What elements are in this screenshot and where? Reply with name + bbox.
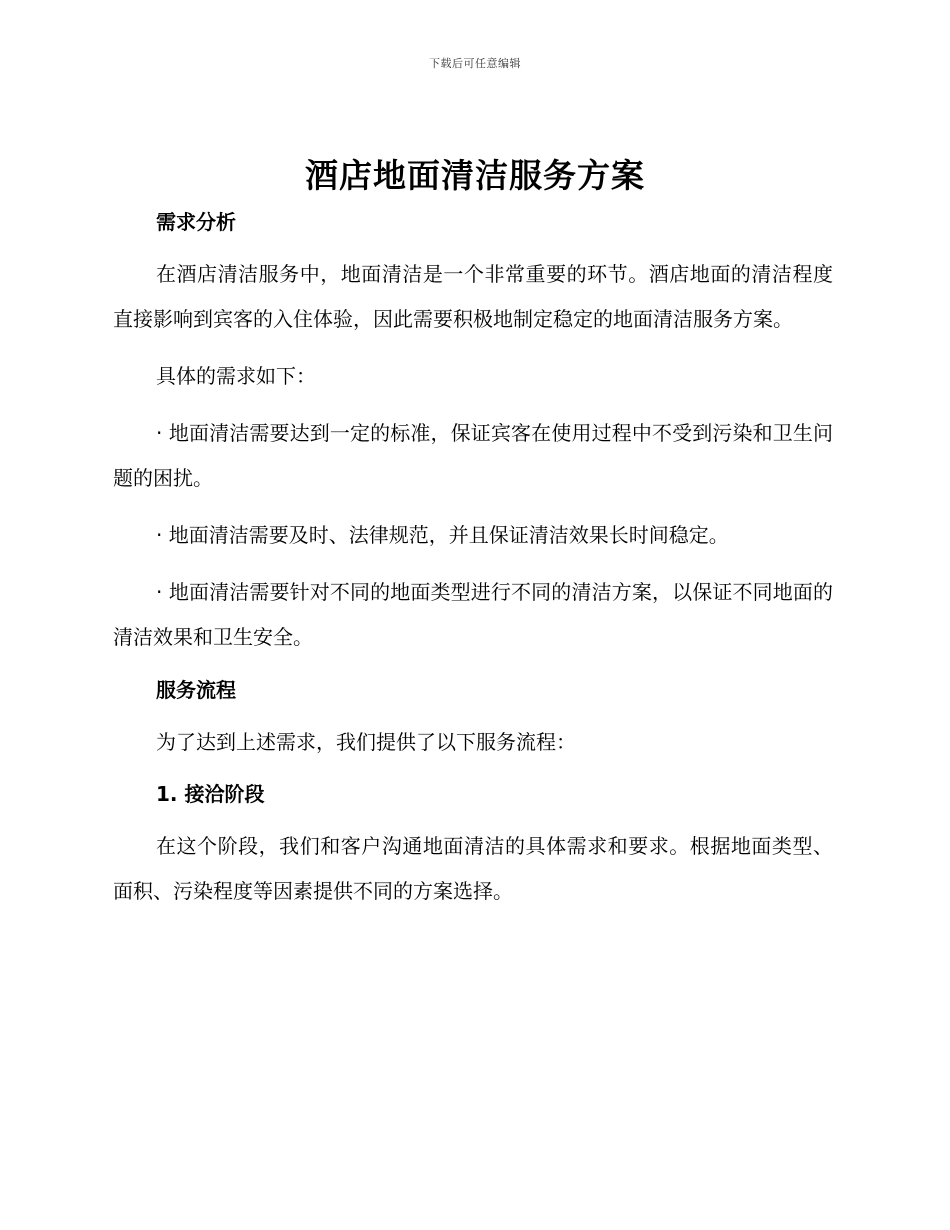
needs-item-1: · 地面清洁需要达到一定的标准，保证宾客在使用过程中不受到污染和卫生问题的困扰。 [113, 421, 833, 490]
document-title: 酒店地面清洁服务方案 [305, 156, 645, 195]
step-contact-paragraph: 在这个阶段，我们和客户沟通地面清洁的具体需求和要求。根据地面类型、面积、污染程度等因素提供不同的方案选择。 [113, 834, 833, 903]
section-heading-needs: 需求分析 [156, 210, 236, 234]
section-heading-process: 服务流程 [156, 678, 236, 702]
needs-item-3: · 地面清洁需要针对不同的地面类型进行不同的清洁方案，以保证不同地面的清洁效果和卫生安全。 [113, 580, 833, 649]
process-lead-paragraph: 为了达到上述需求，我们提供了以下服务流程： [156, 730, 576, 754]
needs-intro-paragraph: 在酒店清洁服务中，地面清洁是一个非常重要的环节。酒店地面的清洁程度直接影响到宾客的入住体验，因此需要积极地制定稳定的地面清洁服务方案。 [113, 262, 833, 331]
needs-item-2: · 地面清洁需要及时、法律规范，并且保证清洁效果长时间稳定。 [156, 523, 729, 547]
step-heading-contact: 1. 接洽阶段 [156, 782, 265, 806]
page-header-note: 下载后可任意编辑 [429, 57, 521, 70]
needs-lead-paragraph: 具体的需求如下： [156, 364, 316, 388]
document-body [113, 205, 833, 914]
